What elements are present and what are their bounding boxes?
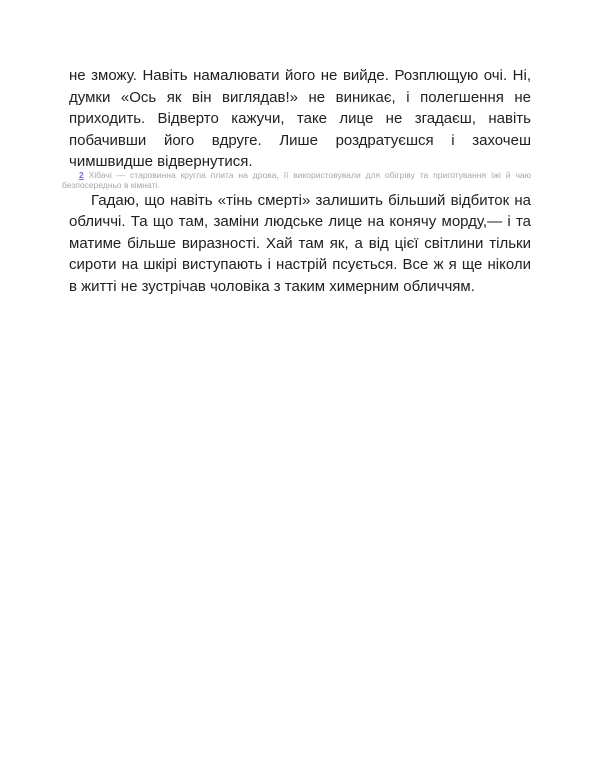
text-line: думки «Ось як він виглядав!» не виникає, і полегшення не bbox=[69, 88, 531, 106]
footnote-line: безпосередньо в кімнаті. bbox=[62, 180, 160, 190]
footnote-text: Хібачі — старовинна кругла плита на дрова, її використовували для обігріву та приготування їжі й чаю bbox=[88, 169, 531, 180]
text-line: сироти на шкірі виступають і настрій псується. Все ж я ще ніколи bbox=[69, 256, 531, 273]
text-line: в житті не зустрічав чоловіка з таким химерним обличчям. bbox=[69, 277, 475, 295]
paragraph-continuation bbox=[69, 65, 531, 173]
text-line: обличчі. Та що там, заміни людське лице на конячу морду,— і та bbox=[69, 213, 531, 230]
footnote-line bbox=[62, 170, 531, 181]
paragraph bbox=[69, 190, 531, 298]
text-line: побачивши його вдруге. Лише роздратуєшся і захочеш bbox=[69, 131, 531, 149]
text-line: матиме більше виразності. Хай там як, а від цієї світлини тільки bbox=[69, 234, 531, 252]
text-line: Гадаю, що навіть «тінь смерті» залишить більший відбиток на bbox=[91, 191, 531, 209]
text-line: приходить. Відверто кажучи, таке лице не згадаєш, навіть bbox=[69, 110, 531, 127]
text-line: чимшвидше відвернутися. bbox=[69, 153, 253, 170]
footnote bbox=[62, 170, 531, 191]
text-line: не зможу. Навіть намалювати його не вийде. Розплющую очі. Ні, bbox=[69, 67, 531, 84]
footnote-marker-link[interactable]: 2 bbox=[79, 169, 84, 180]
